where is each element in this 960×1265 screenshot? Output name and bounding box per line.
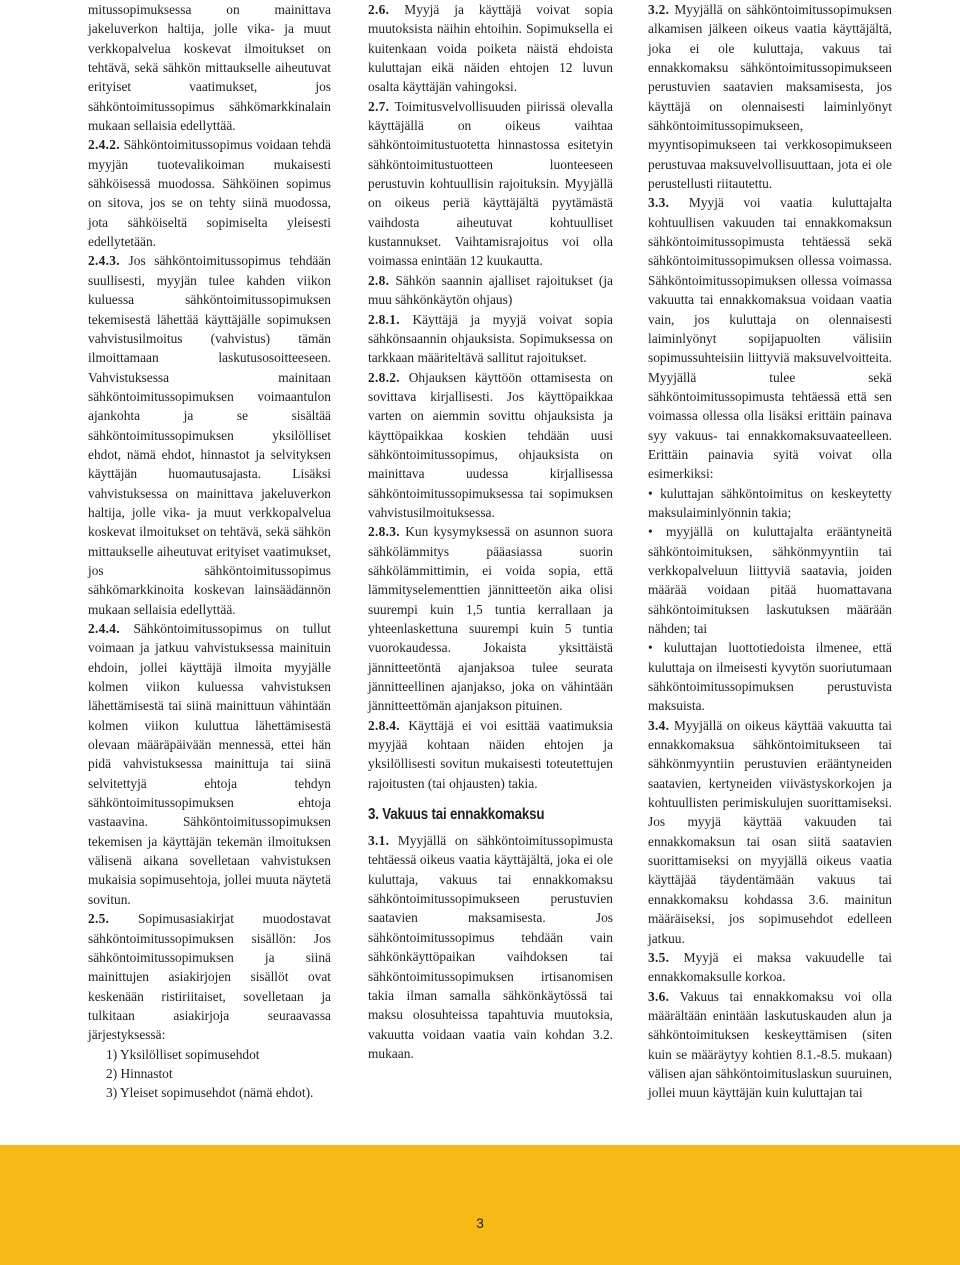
section-number: 3.2.	[648, 2, 670, 17]
section-text: Jos sähköntoimitussopimus tehdään suullisesti, myyjän tulee kahden viikon kuluessa sähköntoimitussopimuksen tekemisestä lähettää käyttäjälle sopimuksen vahvistusilmoitus (vahvistus) tämän ilmoittamaan laskutusosoitteeseen. Vahvistuksessa mainitaan sähköntoimitussopimuksen voimaantulon ajankohta ja se sisältää sähköntoimitussopimuksen yksilölliset ehdot, nämä ehdot, hinnastot ja selvityksen käyttäjän huomautusajasta. Lisäksi vahvistuksessa on mainittava jakeluverkon haltija, jolle vika- ja muut verkkopalvelua koskevat ilmoitukset on tehtävä, sekä sähkön mittaukselle aiheutuvat erityiset vaatimukset, jos sähköntoimitussopimus sähkömarkkinoita koskevan lainsäädännön mukaan sellaisia edellyttää.	[88, 253, 331, 617]
section-text: Myyjällä on sähköntoimitussopimusta tehtäessä oikeus vaatia käyttäjältä, joka ei ole kuluttaja, vakuus tai ennakkomaksu sähköntoimitussopimukseen perustuvien saatavien maksamisesta. Jos sähköntoimitussopimus tehdään vain sähkönkäyttöpaikan vaihdoksen tai sähköntoimitussopimuksen irtisanomisen takia ilman samalla sähkönkäytössä tai maksu olosuhteissa tapahtuvia muutoksia, vakuutta voidaan vaatia vain kohdan 3.2. mukaan.	[368, 833, 613, 1061]
paragraph	[88, 135, 331, 251]
section-text: Myyjä ja käyttäjä voivat sopia muutoksista näihin ehtoihin. Sopimuksella ei kuitenkaan voida poiketa näistä ehdoista kuluttajan eikä näiden ehtojen 12 luvun osalta käyttäjän vahingoksi.	[368, 2, 613, 95]
paragraph	[88, 251, 331, 619]
section-text: Vakuus tai ennakkomaksu voi olla määrältään enintään laskutuskauden alun ja sähköntoimituksen keskeyttämisen (siten kuin se määräytyy kohtien 8.1.-8.5. mukaan) välisen ajan sähköntoimituslaskun suuruinen, jollei muun käyttäjän kuin kuluttajan tai	[648, 988, 892, 1101]
section-text: Sopimusasiakirjat muodostavat sähköntoimitussopimuksen sisällön: Jos sähköntoimitussopimuksen ja siinä mainittujen asiakirjojen sisällöt ovat keskenään ristiriitaiset, sovelletaan ja tulkitaan asiakirjoja seuraavassa järjestyksessä:	[88, 911, 331, 1043]
section-number: 2.7.	[368, 98, 390, 114]
paragraph: mitussopimuksessa on mainittava jakeluverkon haltija, jolle vika- ja muut verkkopalvelua koskevat ilmoitukset on tehtävä, sekä sähkön mittaukselle aiheutuvat erityiset vaatimukset, jos sähköntoimitussopimus sähkömarkkinalain mukaan sellaisia edellyttää.	[88, 2, 331, 134]
section-text: Kun kysymyksessä on asunnon suora sähkölämmitys pääasiassa suorin sähkölämmittimin, ei voida sopia, että lämmityselementtien jännitteetön aika olisi suurempi kuin 1,5 tuntia kerrallaan ja yhteenlaskettuna suurempi kuin 5 tuntia vuorokaudessa. Jokaista yksittäistä jännitteetöntä ajanjaksoa tulee seurata jännitteellinen ajanjakso, joka on vähintään jännitteettömän ajanjakson pituinen.	[368, 524, 613, 714]
section-text: Toimitusvelvollisuuden piirissä olevalla käyttäjällä on oikeus vaihtaa sähköntoimitustuotetta hinnastossa esitetyin sähköntoimitustuotteen luonteeseen perustuvin kohtuullisin rajoituksin. Myyjällä on oikeus periä käyttäjältä pyytämästä vaihdosta aiheutuvat kohtuulliset kustannukset. Vaihtamisrajoitus voi olla voimassa enintään 12 kuukautta.	[368, 98, 613, 269]
section-text: Käyttäjä ei voi esittää vaatimuksia myyjää kohtaan näiden ehtojen ja yksilöllisesti sovitun mukaisesti toteutettujen rajoitusten (tai ohjausten) takia.	[368, 717, 613, 791]
paragraph	[368, 310, 613, 368]
section-text: Ohjauksen käyttöön ottamisesta on sovittava kirjallisesti. Jos käyttöpaikkaa varten on aiemmin sovittu ohjauksista ja käyttöpaikkaa koskien tehdään uusi sähköntoimitussopimus, ohjauksista on mainittava uudessa kirjallisessa sähköntoimitussopimuksessa tai sopimuksen vahvistusilmoituksessa.	[368, 369, 613, 520]
footer-bar	[0, 1145, 960, 1265]
paragraph	[88, 909, 331, 1044]
paragraph	[368, 0, 613, 97]
section-text: Sähköntoimitussopimus voidaan tehdä myyjän tuotevalikoiman mukaisesti sähköisessä muodossa. Sähköinen sopimus on sitova, jos se on tehty siinä muodossa, jota sähköiseltä sopimiselta yleisesti edellytetään.	[88, 137, 331, 250]
section-number: 2.8.3.	[368, 524, 400, 540]
section-number: 3.5.	[648, 949, 670, 965]
section-number: 2.8.	[368, 272, 390, 288]
section-text: Myyjällä on sähköntoimitussopimuksen alkamisen jälkeen oikeus vaatia käyttäjältä, joka ei ole kuluttaja, vakuus tai ennakkomaksu sähköntoimitussopimukseen perustuvien saatavien maksamisesta, jos käyttäjä on olennaisesti laiminlyönyt sähköntoimitussopimukseen, myyntisopimukseen tai verkkosopimukseen perustuvaa maksuvelvollisuuttaan, jota ei ole perustellusti riitautettu.	[648, 2, 892, 192]
text-column-2	[368, 0, 613, 1063]
paragraph	[648, 716, 892, 948]
section-number: 2.8.4.	[368, 717, 400, 733]
section-number: 2.8.2.	[368, 369, 400, 385]
section-text: Myyjä voi vaatia kuluttajalta kohtuullisen vakuuden tai ennakkomaksun sähköntoimitussopimusta tehtäessä sekä sähköntoimitussopimuksen ollessa voimassa. Sähköntoimitussopimuksen ollessa voimassa vakuutta tai ennakkomaksua voidaan vaatia vain, jos kuluttaja on olennaisesti laiminlyönyt sopijapuolten välisiin sopimussuhteisiin liittyviä maksuvelvoitteita. Myyjällä tulee sekä sähköntoimitussopimusta tehtäessä että sen voimassa ollessa olla lisäksi erittäin painava syy vakuus- tai ennakkomaksuvaateelleen. Erittäin painavia syitä voivat olla esimerkiksi:	[648, 195, 892, 482]
paragraph	[368, 831, 613, 1063]
section-text: Myyjä ei maksa vakuudelle tai ennakkomaksulle korkoa.	[648, 949, 892, 985]
list-item: 2) Hinnastot	[106, 1065, 173, 1081]
section-number: 3.1.	[368, 833, 390, 849]
paragraph	[648, 948, 892, 987]
page-number: 3	[476, 1215, 484, 1231]
section-number: 2.8.1.	[368, 311, 400, 327]
section-number: 2.6.	[368, 2, 390, 17]
paragraph	[648, 193, 892, 483]
section-number: 2.4.3.	[88, 253, 120, 269]
bullet-item: • kuluttajan sähköntoimitus on keskeytetty maksulaiminlyönnin takia;	[648, 485, 892, 520]
paragraph	[368, 97, 613, 271]
paragraph	[368, 522, 613, 715]
section-heading: 3. Vakuus tai ennakkomaksu	[368, 806, 545, 824]
section-number: 2.4.2.	[88, 137, 120, 153]
paragraph	[648, 0, 892, 193]
bullet-item: • kuluttajan luottotiedoista ilmenee, että kuluttaja on ilmeisesti kyvytön suoriutumaan sähköntoimitussopimuksen perustuvista maksuista.	[648, 640, 892, 714]
section-number: 3.6.	[648, 988, 670, 1004]
section-number: 2.4.4.	[88, 621, 120, 636]
list-item: 1) Yksilölliset sopimusehdot	[106, 1046, 260, 1062]
paragraph	[648, 987, 892, 1103]
bullet-item: • myyjällä on kuluttajalta erääntyneitä sähköntoimituksen, sähkönmyyntiin tai verkkopalveluun liittyviä saatavia, joiden määrää voidaan pitää huomattavana sähköntoimituksen laskutuksen määrään nähden; tai	[648, 524, 892, 636]
text-column-1	[88, 0, 331, 1103]
section-number: 2.5.	[88, 911, 110, 927]
section-number: 3.4.	[648, 717, 670, 733]
section-text: Sähköntoimitussopimus on tullut voimaan ja jatkuu vahvistuksessa mainituin ehdoin, jollei käyttäjä ilmoita myyjälle kolmen viikon kuluessa vahvistuksen lähettämisestä tai siinä mainittuun vähintään kolmen viikon kuluttua lähettämisestä olevaan määräpäivään mennessä, ettei hän pidä vahvistuksessa mainittuja tai siinä selvitettyjä ehtoja tehdyn sähköntoimitussopimuksen ehtoja vastaavina. Sähköntoimitussopimuksen tekemisen ja käyttäjän tekemän ilmoituksen välisenä aikana sovelletaan vahvistuksen mukaisia sopimusehtoja, jollei muuta näytetä sovitun.	[88, 621, 331, 907]
paragraph	[88, 619, 331, 909]
paragraph	[368, 368, 613, 523]
paragraph	[368, 271, 613, 310]
section-text: Käyttäjä ja myyjä voivat sopia sähkönsaannin ohjauksista. Sopimuksessa on tarkkaan määriteltävä sallitut rajoitukset.	[368, 311, 613, 366]
section-text: Sähkön saannin ajalliset rajoitukset (ja muu sähkönkäytön ohjaus)	[368, 272, 613, 308]
text-column-3	[648, 0, 892, 1103]
section-text: Myyjällä on oikeus käyttää vakuutta tai ennakkomaksua sähköntoimitukseen tai sähkönmyyntiin perustuvien erääntyneiden saatavien, kertyneiden viivästyskorkojen ja kohtuullisten perimiskulujen suorittamiseksi. Jos myyjä käyttää vakuuden tai ennakkomaksun tai osan siitä saatavien suorittamiseksi on myyjällä oikeus vaatia käyttäjää täydentämään vakuus tai ennakkomaksu kohdassa 3.6. mainitun määräiseksi, jos sopimusehdot edelleen jatkuu.	[648, 717, 892, 946]
section-number: 3.3.	[648, 195, 670, 211]
paragraph	[368, 716, 613, 793]
list-item: 3) Yleiset sopimusehdot (nämä ehdot).	[106, 1085, 314, 1101]
